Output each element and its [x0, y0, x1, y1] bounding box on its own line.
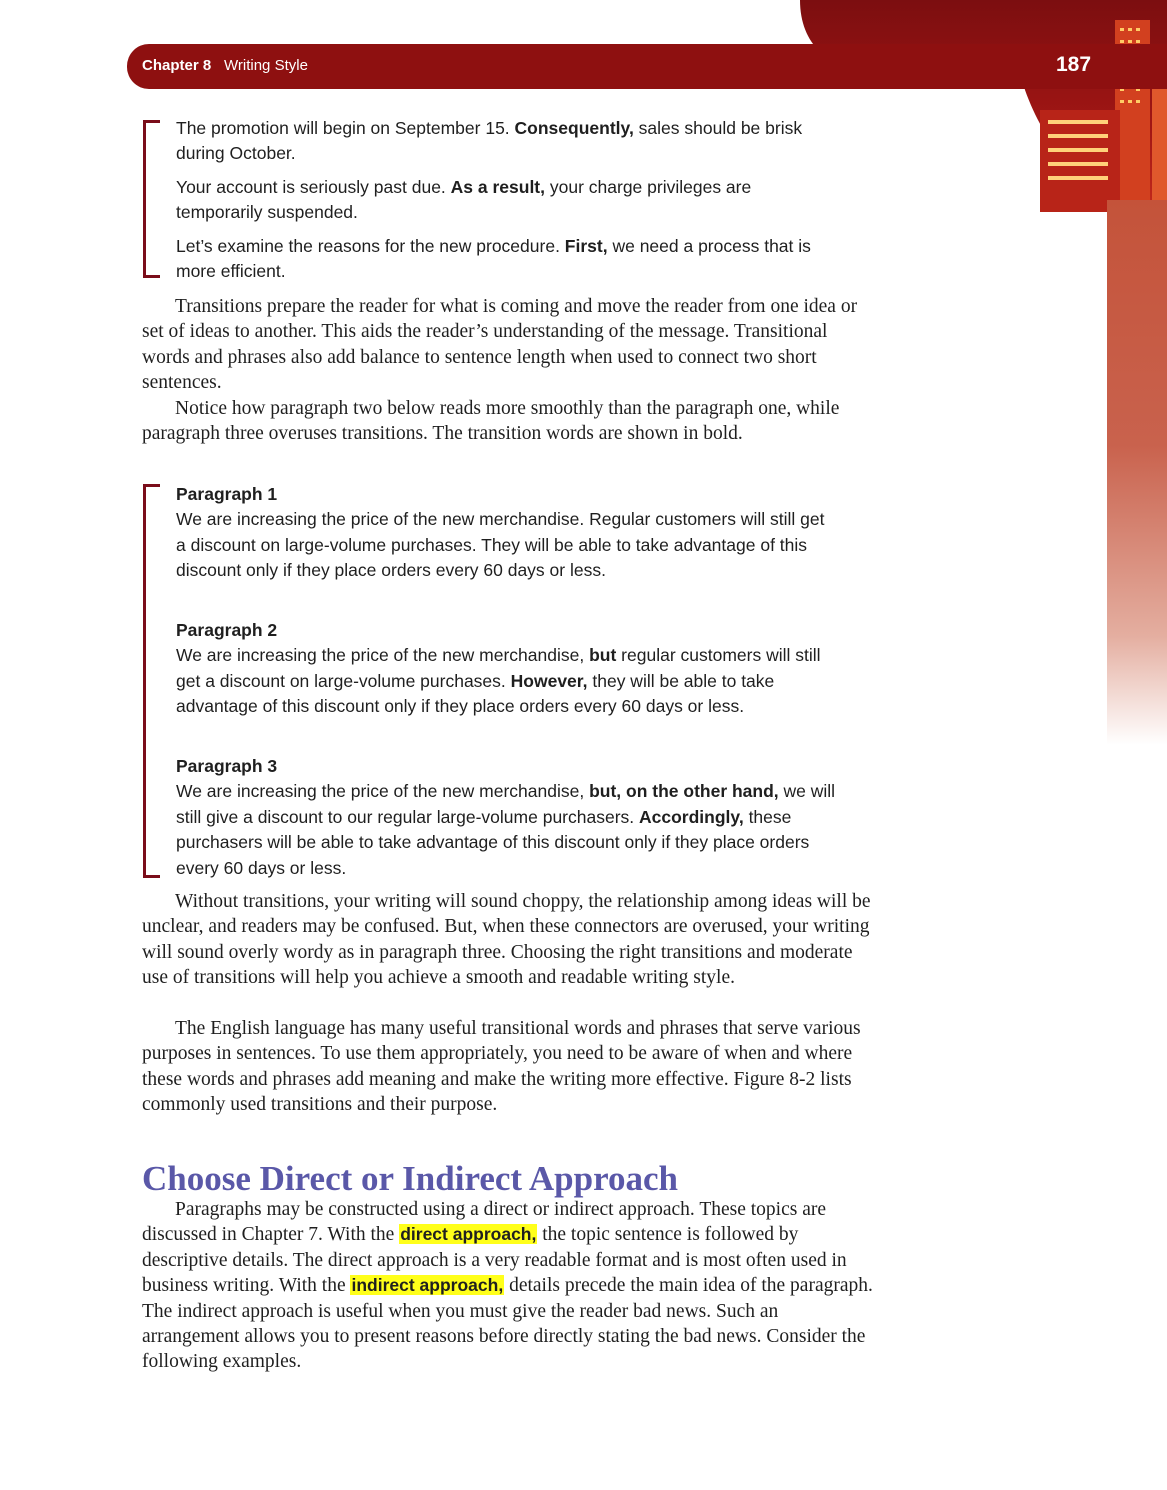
paragraph-example-title: Paragraph 3 [176, 756, 278, 776]
paragraph-example-2 [176, 618, 836, 720]
paragraph-example-title: Paragraph 1 [176, 484, 278, 504]
example-sentence: Let’s examine the reasons for the new procedure. First, we need a process that is more efficient. [176, 236, 811, 282]
section-heading: Choose Direct or Indirect Approach [142, 1159, 679, 1198]
example-bracket [143, 484, 160, 878]
highlighted-term: direct approach, [400, 1224, 537, 1245]
body-paragraph: The English language has many useful transitional words and phrases that serve various purposes in sentences. To use them appropriately, you need to be aware of when and where these words and phrases add meaning and make the writing more effective. Figure 8-2 lists commonly used transitions and their purpose. [142, 1018, 861, 1116]
highlighted-term: indirect approach, [351, 1275, 504, 1296]
example-bracket [143, 120, 160, 278]
paragraph-example-text: We are increasing the price of the new merchandise. Regular customers will still get a discount on large-volume purchases. They will be able to take advantage of this discount only if they place orders every 60 days or less. [176, 509, 825, 581]
paragraph-example-title: Paragraph 2 [176, 620, 278, 640]
body-paragraph: Notice how paragraph two below reads more smoothly than the paragraph one, while paragraph three overuses transitions. The transition words are shown in bold. [142, 398, 840, 445]
paragraph-example-text: We are increasing the price of the new merchandise, but, on the other hand, we will still give a discount to our regular large-volume purchasers. Accordingly, these purchasers will be able to take advantage of this discount only if they place orders every 60 days or less. [176, 781, 836, 878]
chapter-title: Writing Style [224, 57, 308, 74]
body-paragraph: Without transitions, your writing will sound choppy, the relationship among ideas will be unclear, and readers may be confused. But, when these connectors are overused, your writing will sound overly wordy as in paragraph three. Choosing the right transitions and moderate use of transitions will help you achieve a smooth and readable writing style. [142, 891, 871, 989]
section-paragraph: Paragraphs may be constructed using a direct or indirect approach. These topics are discussed in Chapter 7. With the direct approach, the topic sentence is followed by descriptive details. The direct approach is a very readable format and is most often used in business writing. With the indirect approach, details precede the main idea of the paragraph. The indirect approach is useful when you must give the reader bad news. Such an arrangement allows you to present reasons before directly stating the bad news. Consider the following examples. [142, 1199, 873, 1373]
paragraph-example-1 [176, 482, 836, 584]
example-sentence: The promotion will begin on September 15. Consequently, sales should be brisk during October. [176, 118, 803, 164]
city-photo-corner [800, 0, 1167, 212]
page-number: 187 [1056, 53, 1092, 76]
body-paragraph: Transitions prepare the reader for what is coming and move the reader from one idea or set of ideas to another. This aids the reader’s understanding of the message. Transitional words and phrases also add balance to sentence length when used to connect two short sentences. [142, 296, 858, 394]
side-strip-decoration [1107, 200, 1167, 745]
chapter-label: Chapter 8 [142, 57, 212, 74]
paragraph-example-3 [176, 754, 846, 881]
paragraph-example-text: We are increasing the price of the new merchandise, but regular customers will still get a discount on large-volume purchases. However, they will be able to take advantage of this discount only if they place orders every 60 days or less. [176, 645, 821, 717]
example-sentence: Your account is seriously past due. As a result, your charge privileges are temporarily suspended. [176, 177, 752, 223]
